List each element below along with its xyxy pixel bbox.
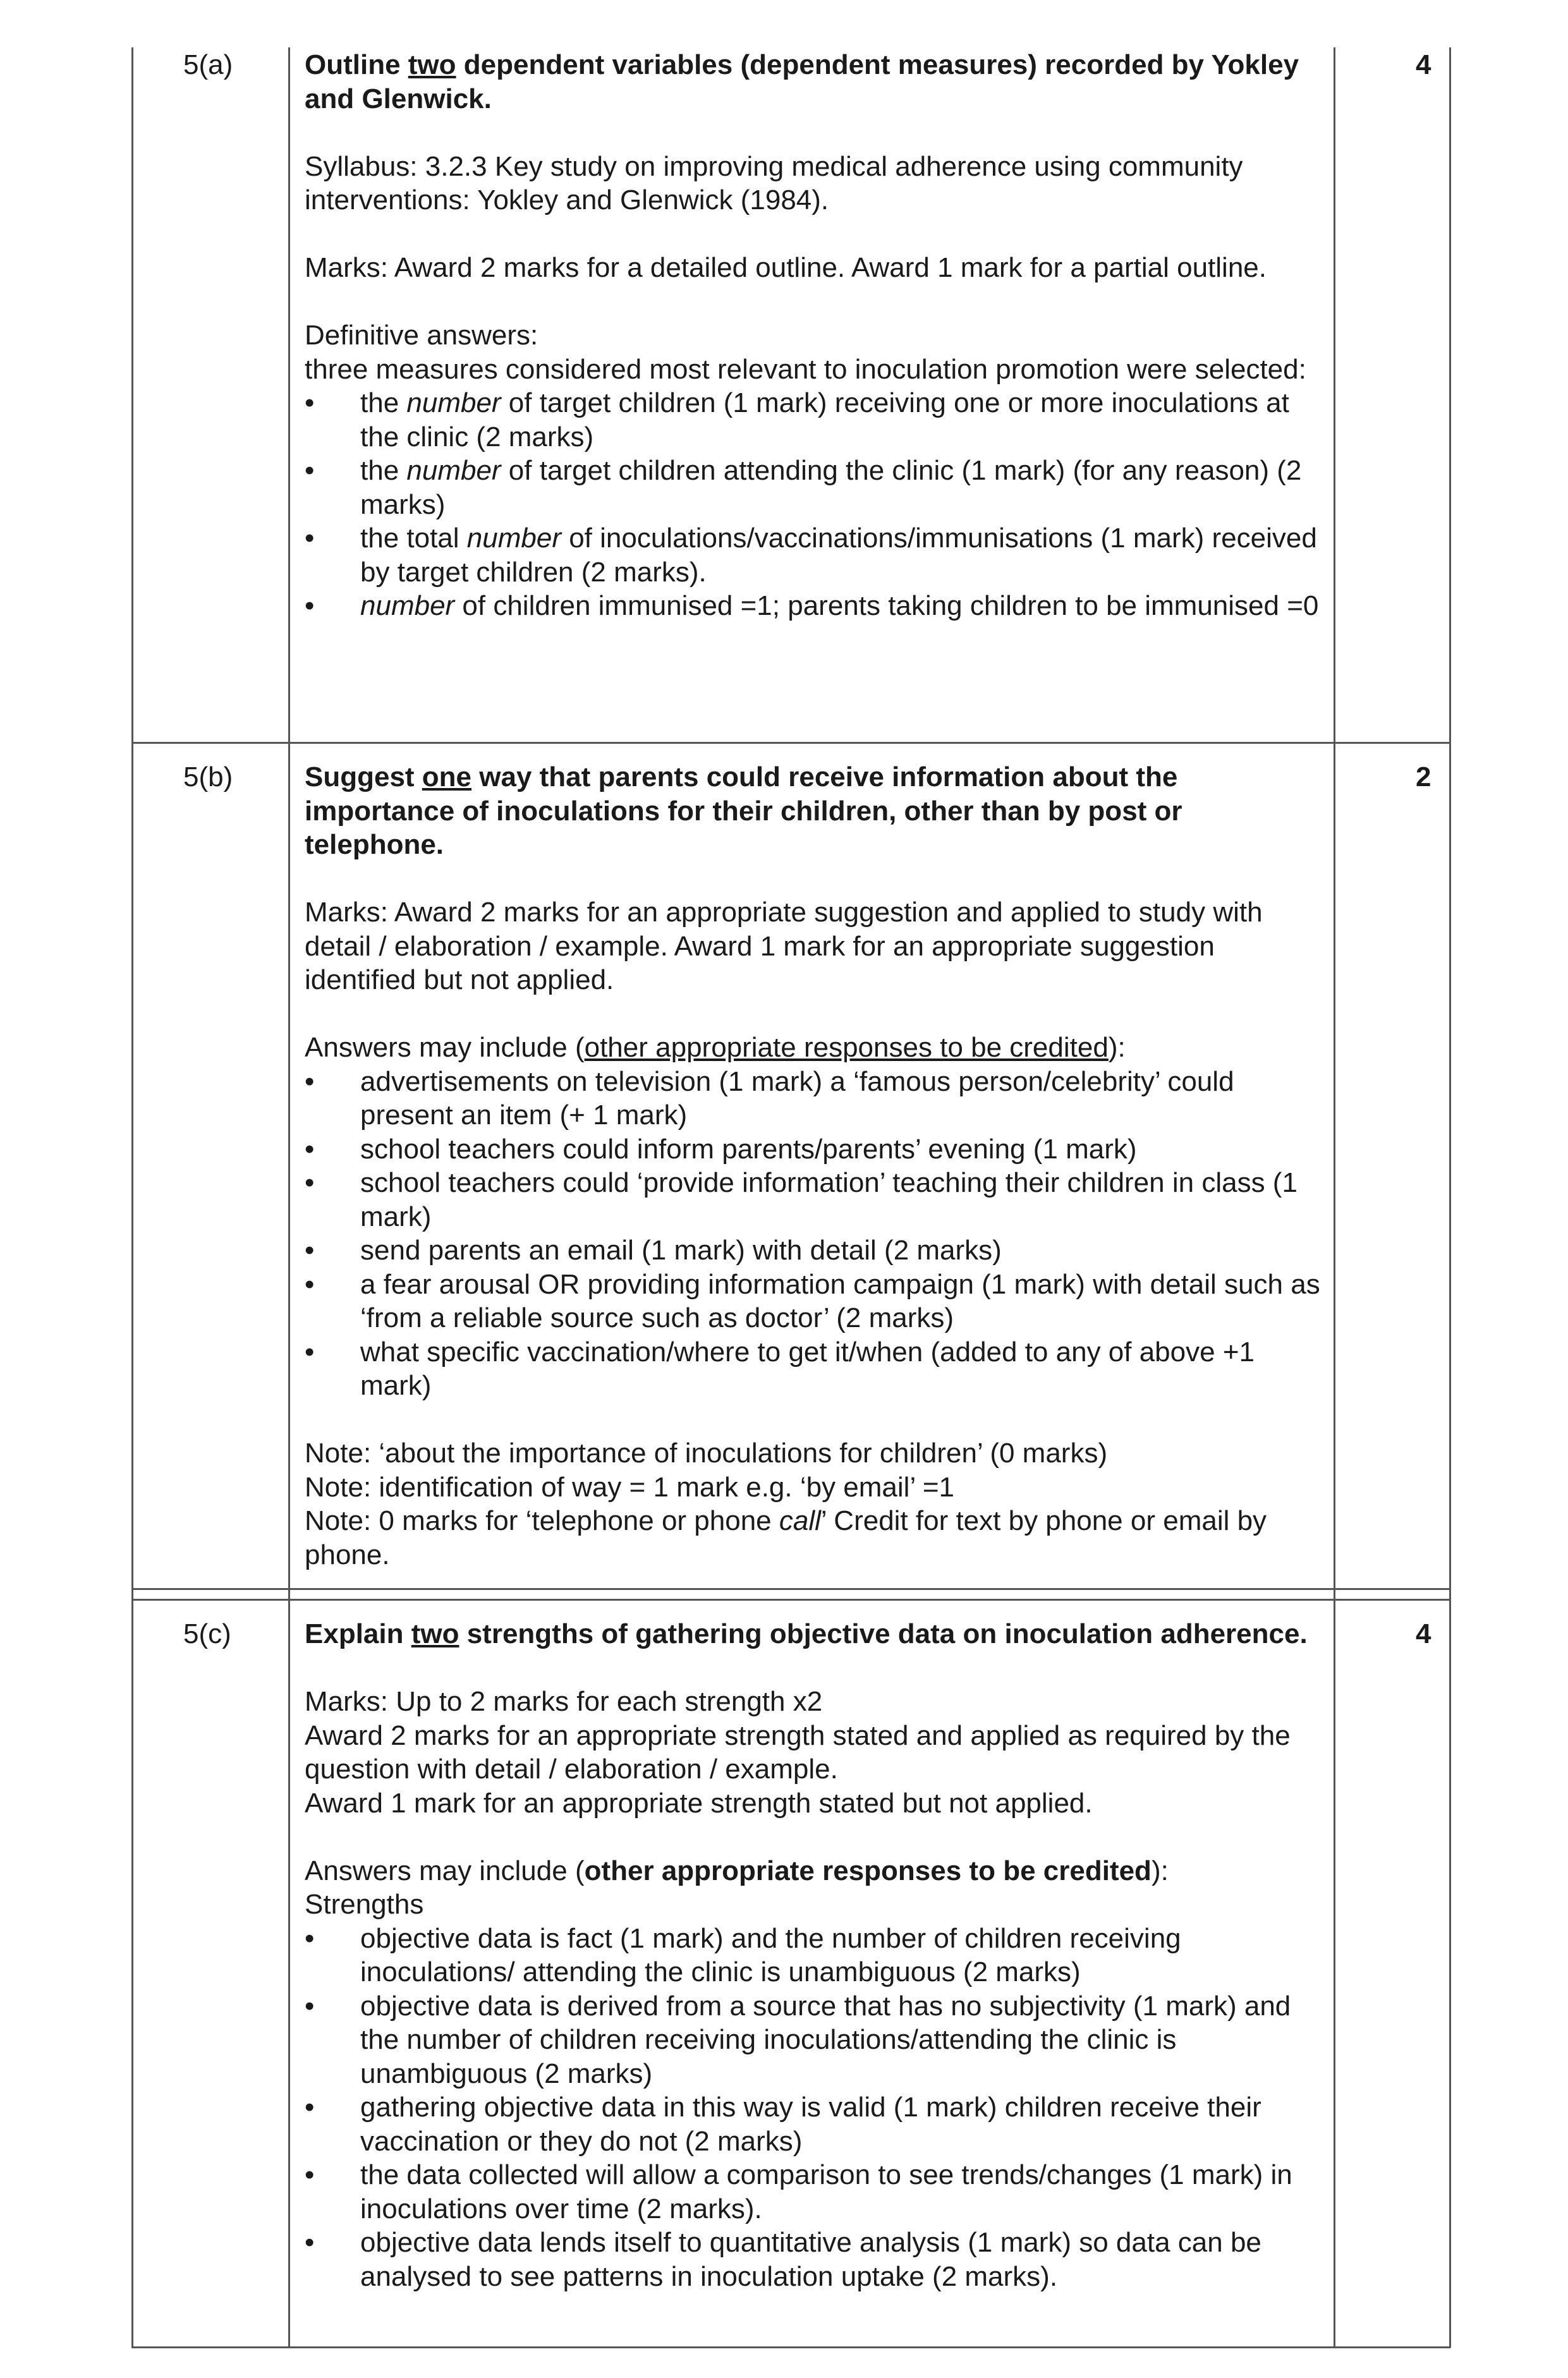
syllabus-reference: Syllabus: 3.2.3 Key study on improving medical adherence using community interventions: Yokley and Glenwick (1984). xyxy=(305,150,1243,215)
list-item: • send parents an email (1 mark) with detail (2 marks) xyxy=(305,1234,1328,1268)
list-item: • the number of target children attending the clinic (1 mark) (for any reason) (2 marks) xyxy=(305,454,1328,521)
question-text-5a: Outline two dependent variables (dependent measures) recorded by Yokley and Glenwick. xyxy=(305,49,1299,114)
list-item: • what specific vaccination/where to get it/when (added to any of above +1 mark) xyxy=(305,1335,1328,1403)
list-item: • advertisements on television (1 mark) a ‘famous person/celebrity’ could present an item (+ 1 mark) xyxy=(305,1065,1328,1132)
question-text-5b: Suggest one way that parents could receive information about the importance of inoculations for their children, other than by post or telephone. xyxy=(305,761,1182,860)
answers-heading-5a: Definitive answers: xyxy=(305,320,538,351)
marking-guidance-5b: Marks: Award 2 marks for an appropriate suggestion and applied to study with detail / elaboration / example. Award 1 mark for an appropriate suggestion identified but not applied. xyxy=(305,897,1263,995)
table-column-divider-1 xyxy=(288,47,290,2348)
answers-heading-5c: Answers may include (other appropriate responses to be credited): xyxy=(305,1855,1169,1886)
answers-intro-5a: three measures considered most relevant to inoculation promotion were selected: xyxy=(305,353,1306,385)
marking-line-1: Marks: Up to 2 marks for each strength x2 xyxy=(305,1686,823,1717)
list-item: • a fear arousal OR providing information campaign (1 mark) with detail such as ‘from a reliable source such as doctor’ (2 marks) xyxy=(305,1268,1328,1335)
marking-line-3: Award 1 mark for an appropriate strength stated but not applied. xyxy=(305,1787,1093,1819)
table-bottom-border xyxy=(131,2346,1450,2348)
list-item: • the number of target children (1 mark) receiving one or more inoculations at the clinic (2 marks) xyxy=(305,386,1328,454)
list-item: • the data collected will allow a comparison to see trends/changes (1 mark) in inoculations over time (2 marks). xyxy=(305,2158,1328,2226)
note-3: Note: 0 marks for ‘telephone or phone call’ Credit for text by phone or email by phone. xyxy=(305,1505,1267,1570)
question-number-5c: 5(c) xyxy=(183,1618,231,1649)
list-item: • school teachers could ‘provide information’ teaching their children in class (1 mark) xyxy=(305,1166,1328,1234)
answer-list-5b xyxy=(305,1065,1328,1403)
note-2: Note: identification of way = 1 mark e.g. ‘by email’ =1 xyxy=(305,1471,954,1503)
strengths-heading: Strengths xyxy=(305,1889,424,1920)
guidance-cell-5a xyxy=(305,48,1328,623)
list-item: • the total number of inoculations/vaccinations/immunisations (1 mark) received by target children (2 marks). xyxy=(305,521,1328,589)
answer-list-5c xyxy=(305,1922,1328,2294)
list-item: • gathering objective data in this way is valid (1 mark) children receive their vaccination or they do not (2 marks) xyxy=(305,2090,1328,2158)
answer-list-5a xyxy=(305,386,1328,623)
note-1: Note: ‘about the importance of inoculations for children’ (0 marks) xyxy=(305,1438,1108,1469)
table-right-border xyxy=(1449,47,1451,2348)
list-item: • objective data is derived from a source that has no subjectivity (1 mark) and the number of children receiving inoculations/attending the clinic is unambiguous (2 marks) xyxy=(305,1989,1328,2091)
guidance-cell-5b xyxy=(305,760,1328,1572)
list-item: • number of children immunised =1; parents taking children to be immunised =0 xyxy=(305,589,1328,623)
marks-5b: 2 xyxy=(1416,761,1431,792)
marking-guidance-5a: Marks: Award 2 marks for a detailed outline. Award 1 mark for a partial outline. xyxy=(305,252,1267,283)
question-text-5c: Explain two strengths of gathering objective data on inoculation adherence. xyxy=(305,1618,1308,1649)
marks-5a: 4 xyxy=(1416,49,1431,80)
list-item: • school teachers could inform parents/parents’ evening (1 mark) xyxy=(305,1132,1328,1167)
row-divider-5b-double-bottom xyxy=(131,1599,1450,1601)
question-number-5a: 5(a) xyxy=(183,49,233,80)
marks-5c: 4 xyxy=(1416,1618,1431,1649)
row-divider-5b-double-top xyxy=(131,1588,1450,1590)
marking-line-2: Award 2 marks for an appropriate strength stated and applied as required by the question with detail / elaboration / example. xyxy=(305,1720,1291,1785)
row-divider-5a-5b xyxy=(131,742,1450,744)
list-item: • objective data is fact (1 mark) and the number of children receiving inoculations/ attending the clinic is unambiguous (2 marks) xyxy=(305,1922,1328,1989)
answers-heading-5b: Answers may include (other appropriate responses to be credited): xyxy=(305,1032,1126,1063)
guidance-cell-5c xyxy=(305,1617,1328,2293)
list-item: • objective data lends itself to quantitative analysis (1 mark) so data can be analysed to see patterns in inoculation uptake (2 marks). xyxy=(305,2226,1328,2293)
table-left-border xyxy=(131,47,133,2348)
table-column-divider-2 xyxy=(1334,47,1335,2348)
question-number-5b: 5(b) xyxy=(183,761,233,792)
